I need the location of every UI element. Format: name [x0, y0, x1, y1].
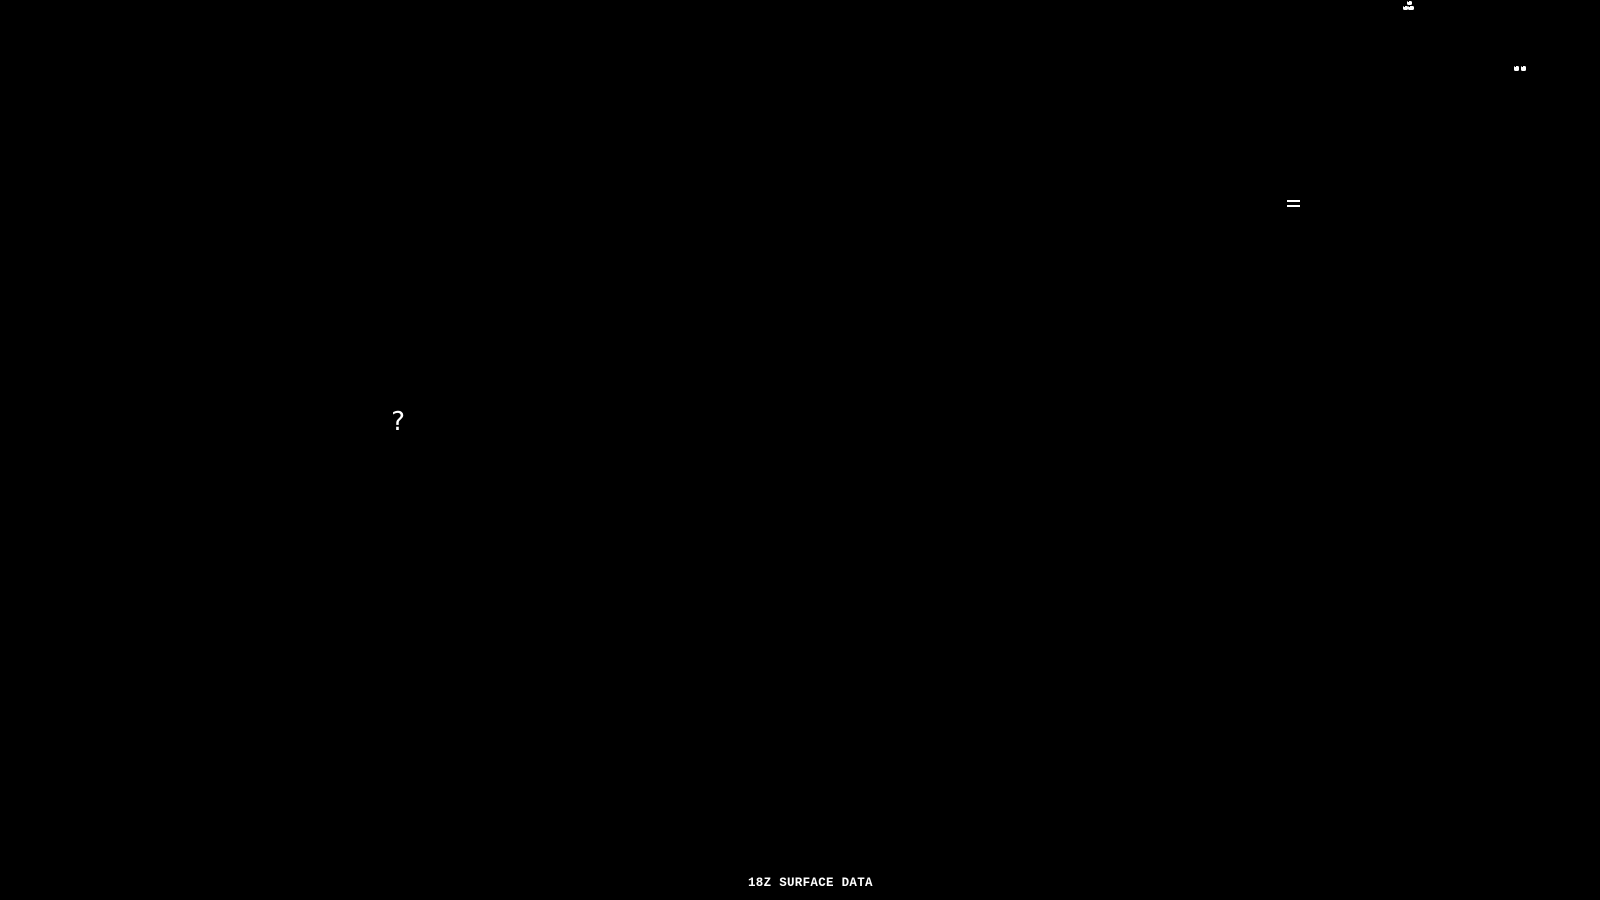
- fog-bar: [1287, 200, 1300, 202]
- blob-dot-icon: [1407, 1, 1412, 5]
- blob-dot-icon: [1408, 6, 1414, 10]
- station-symbol-cluster: [1402, 1, 1414, 11]
- map-title: 18Z SURFACE DATA: [748, 876, 873, 890]
- question-mark-glyph: ?: [390, 407, 406, 437]
- station-symbol-pair: [1514, 66, 1526, 71]
- fog-bar: [1287, 205, 1300, 207]
- blob-dot-icon: [1521, 66, 1526, 71]
- fog-equals-icon: [1287, 200, 1300, 208]
- blob-dot-icon: [1514, 66, 1519, 71]
